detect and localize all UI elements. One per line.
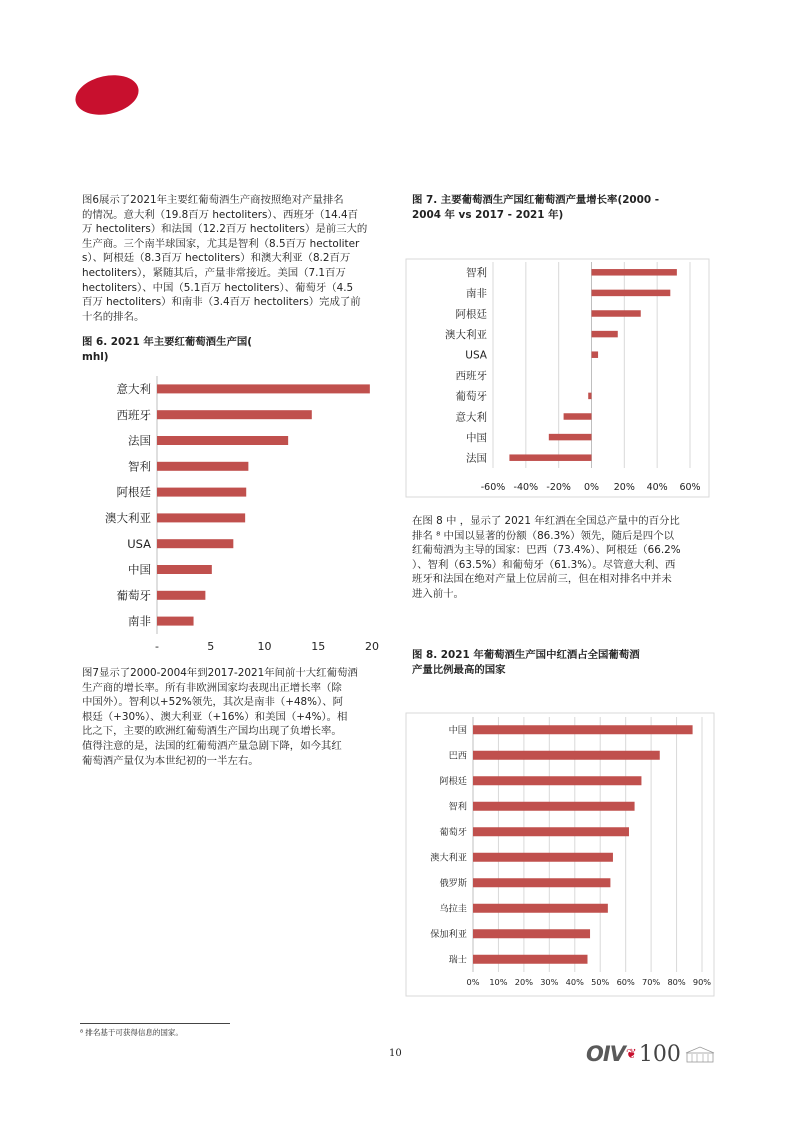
category-label: 智利	[448, 801, 467, 813]
fig8-title	[412, 648, 712, 677]
bar	[157, 617, 194, 626]
text-line: s）、阿根廷（8.3百万 hectoliters）和澳大利亚（8.2百万	[82, 252, 351, 265]
title-line: 图 6. 2021 年主要红葡萄酒生产国(	[82, 336, 252, 348]
tick-label: 40%	[565, 977, 584, 987]
bar	[473, 776, 641, 785]
bar	[473, 853, 613, 862]
text-line: hectoliters），紧随其后，产量非常接近。美国（7.1百万	[82, 266, 346, 279]
tick-label: 60%	[616, 977, 635, 987]
category-label: USA	[127, 536, 151, 551]
oiv-100-logo	[586, 1040, 715, 1068]
bar	[509, 454, 591, 461]
category-label: 瑞士	[448, 954, 467, 966]
text-line: 值得注意的是，法国的红葡萄酒产量急剧下降，如今其红	[82, 739, 342, 752]
bar	[473, 878, 610, 887]
logo-brand: OIV	[586, 1042, 625, 1066]
category-label: 澳大利亚	[445, 328, 487, 341]
text-line: 万 hectoliters）和法国（12.2百万 hectoliters）是前三大的	[82, 223, 368, 236]
category-label: 意大利	[455, 411, 487, 424]
bar	[473, 802, 635, 811]
bar	[157, 513, 245, 522]
category-label: 葡萄牙	[455, 390, 487, 403]
text-line: 中国外）。智利以+52%领先，其次是南非（+48%）、阿	[82, 696, 344, 709]
tick-label: 50%	[591, 977, 610, 987]
category-label: 智利	[466, 267, 487, 280]
bar	[473, 929, 590, 938]
bar	[592, 269, 677, 276]
category-label: 中国	[448, 725, 467, 737]
category-label: 葡萄牙	[439, 827, 467, 839]
bar	[588, 393, 591, 400]
page-number: 10	[389, 1048, 402, 1059]
bar	[473, 955, 588, 964]
bar	[564, 413, 592, 420]
category-label: 中国	[128, 562, 151, 577]
tick-label: 20%	[613, 482, 635, 493]
category-label: 澳大利亚	[430, 852, 467, 864]
tick-label: 60%	[679, 482, 701, 493]
text-line: 排名 ⁸ 中国以显著的份额（86.3%）领先，随后是四个以	[412, 529, 674, 542]
tick-label: 20%	[514, 977, 533, 987]
fig6-title	[82, 335, 394, 364]
tick-label: 5	[207, 640, 215, 653]
tick-label: 30%	[540, 977, 559, 987]
text-line: 班牙和法国在绝对产量上位居前三，但在相对排名中并未	[412, 573, 672, 586]
category-label: 保加利亚	[430, 929, 467, 941]
decorative-red-blob	[72, 70, 143, 120]
paragraph-fig7-intro	[82, 666, 394, 768]
text-line: 进入前十。	[412, 587, 464, 600]
fig7-title	[412, 193, 712, 222]
bar	[473, 827, 629, 836]
building-icon	[685, 1045, 715, 1063]
text-line: 比之下，主要的欧洲红葡萄酒生产国均出现了负增长率。	[82, 725, 342, 738]
tick-label: -40%	[513, 482, 539, 493]
fig7-bar-chart	[405, 258, 710, 498]
category-label: USA	[465, 349, 487, 362]
bar	[157, 565, 212, 574]
text-line: 在图 8 中 ，显示了 2021 年红酒在全国总产量中的百分比	[412, 515, 680, 527]
text-line: ）、智利（63.5%）和葡萄牙（61.3%）。尽管意大利、西	[412, 558, 676, 571]
title-line: 2004 年 vs 2017 - 2021 年)	[412, 208, 564, 221]
title-line: mhl)	[82, 350, 109, 363]
category-label: 法国	[128, 433, 151, 448]
category-label: 乌拉圭	[439, 903, 467, 915]
text-line: 生产商。三个南半球国家，尤其是智利（8.5百万 hectoliter	[82, 237, 360, 250]
text-line: 十名的排名。	[82, 310, 145, 323]
bar	[592, 331, 618, 338]
tick-label: 0%	[583, 482, 600, 493]
category-label: 意大利	[116, 382, 151, 397]
bar	[473, 725, 693, 734]
category-label: 西班牙	[116, 407, 151, 422]
category-label: 智利	[128, 459, 151, 474]
bar	[592, 310, 641, 317]
bar	[157, 410, 312, 419]
bar	[157, 591, 205, 600]
category-label: 阿根廷	[116, 485, 151, 500]
title-line: 产量比例最高的国家	[412, 663, 506, 676]
tick-label: 0%	[466, 977, 480, 987]
category-label: 南非	[466, 287, 487, 300]
footnote-divider	[80, 1023, 230, 1024]
bar	[549, 434, 592, 441]
text-line: hectoliters）、中国（5.1百万 hectoliters）、葡萄牙（4.5	[82, 281, 354, 294]
title-line: 图 7. 主要葡萄酒生产国红葡萄酒产量增长率(2000 -	[412, 194, 660, 206]
bar	[473, 904, 608, 913]
category-label: 中国	[466, 431, 487, 444]
category-label: 巴西	[448, 750, 467, 762]
text-line: 百万 hectoliters）和南非（3.4百万 hectoliters）完成了前	[82, 296, 361, 309]
text-line: 根廷（+30%）、澳大利亚（+16%）和美国（+4%）。相	[82, 710, 348, 723]
bar	[592, 290, 671, 297]
title-line: 图 8. 2021 年葡萄酒生产国中红酒占全国葡萄酒	[412, 649, 640, 661]
category-label: 阿根廷	[439, 776, 467, 788]
text-line: 生产商的增长率。所有非欧洲国家均表现出正增长率（除	[82, 681, 342, 694]
tick-label: 90%	[692, 977, 712, 987]
category-label: 俄罗斯	[439, 878, 467, 890]
bar	[157, 488, 246, 497]
logo-number: 100	[638, 1041, 681, 1067]
paragraph-fig6-intro	[82, 193, 394, 324]
bar	[157, 539, 233, 548]
tick-label: 15	[311, 640, 326, 653]
bar	[157, 462, 248, 471]
tick-label: 40%	[646, 482, 668, 493]
bar	[592, 351, 599, 358]
tick-label: 10%	[489, 977, 508, 987]
bar	[473, 751, 660, 760]
tick-label: 20	[365, 640, 379, 653]
fig8-bar-chart	[405, 712, 715, 997]
text-line: 图6展示了2021年主要红葡萄酒生产商按照绝对产量排名	[82, 194, 344, 206]
tick-label: 80%	[667, 977, 686, 987]
category-label: 葡萄牙	[116, 588, 151, 603]
tick-label: -	[155, 640, 159, 653]
paragraph-fig8-intro	[412, 514, 722, 602]
bar	[157, 436, 288, 445]
category-label: 法国	[466, 452, 487, 465]
category-label: 南非	[128, 614, 151, 629]
tick-label: 70%	[642, 977, 661, 987]
text-line: 的情况。意大利（19.8百万 hectoliters）、西班牙（14.4百	[82, 208, 359, 221]
bar	[157, 384, 370, 393]
category-label: 阿根廷	[455, 308, 487, 321]
text-line: 图7显示了2000-2004年到2017-2021年间前十大红葡萄酒	[82, 667, 358, 679]
category-label: 澳大利亚	[105, 511, 151, 526]
tick-label: -60%	[480, 482, 506, 493]
fig6-bar-chart	[70, 372, 400, 662]
text-line: 葡萄酒产量仅为本世纪初的一半左右。	[82, 754, 259, 767]
tick-label: 10	[257, 640, 272, 653]
tick-label: -20%	[546, 482, 571, 493]
grape-icon: ❦	[625, 1046, 637, 1062]
category-label: 西班牙	[455, 370, 487, 383]
footnote: ⁸ 排名基于可获得信息的国家。	[80, 1028, 183, 1037]
text-line: 红葡萄酒为主导的国家：巴西（73.4%）、阿根廷（66.2%	[412, 544, 681, 557]
